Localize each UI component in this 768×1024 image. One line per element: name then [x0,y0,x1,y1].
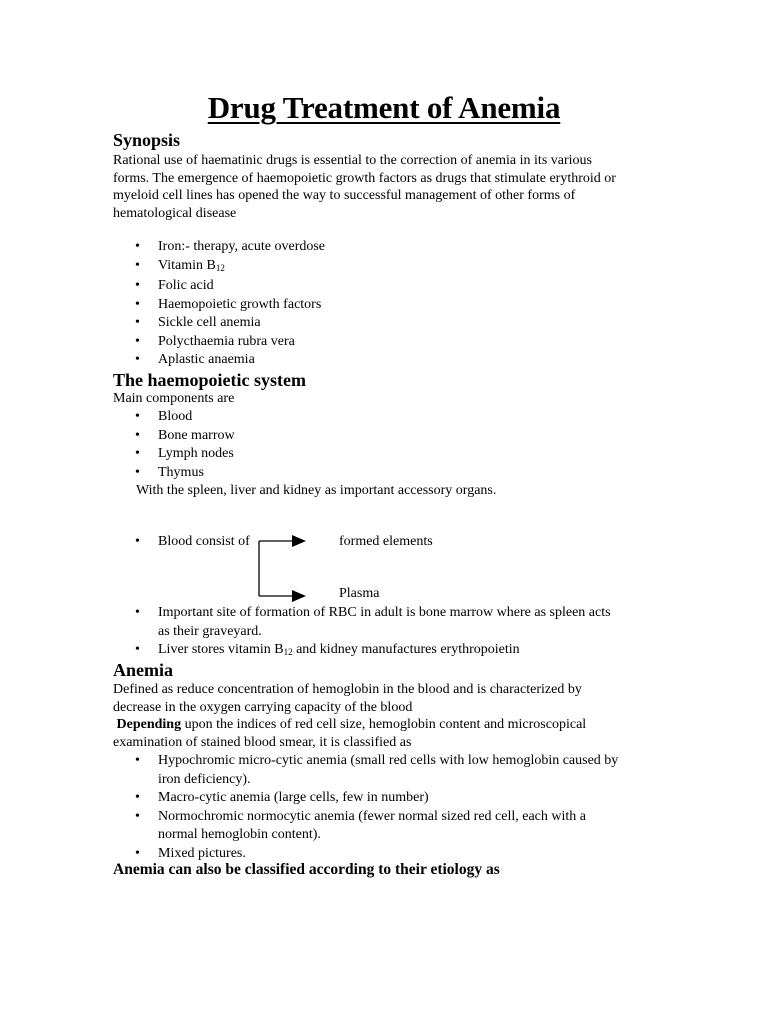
list-item: • Normochromic normocytic anemia (fewer normal sized red cell, each with a normal hemoglobin content). [135,808,586,842]
list-item: • Important site of formation of RBC in adult is bone marrow where as spleen acts as their graveyard. [135,605,611,639]
bullet-icon: • [135,257,140,273]
arrowhead-icon [292,590,306,602]
list-item: • Mixed pictures. [0,845,618,864]
list-item: • Aplastic anaemia [0,351,325,370]
components-list [0,408,235,482]
subscript: 12 [283,647,293,657]
synopsis-line: forms. The emergence of haemopoietic growth factors as drugs that stimulate erythroid or [113,170,616,186]
depending-line-2: examination of stained blood smear, it is classified as [113,734,412,750]
bullet-icon: • [135,808,140,824]
formed-elements-label: formed elements [339,534,433,549]
list-item: • Vitamin $B_{12}$ [0,257,325,278]
list-item: • Bone marrow [0,427,235,446]
blood-consist-label: Blood consist of [158,534,250,549]
anemia-definition [113,681,673,751]
list-item: • Lymph nodes [0,445,235,464]
bullet-icon: • [135,315,140,330]
depending-bold: Depending [116,717,182,732]
list-item: • Hypochromic micro-cytic anemia (small red cells with low hemoglobin caused by iron deficiency). [135,753,619,787]
bullet-icon: • [135,605,140,620]
haemopoietic-heading: The haemopoietic system [113,370,306,390]
bullet-icon: • [135,534,140,549]
subscript: 12 [215,262,225,273]
bullet-icon: • [135,278,140,293]
anemia-types-list [0,752,618,863]
bullet-icon: • [135,352,140,367]
bullet-icon: • [135,239,140,254]
bullet-icon: • [135,642,140,657]
bullet-icon: • [135,753,140,768]
list-item: • Folic acid [0,277,325,296]
list-item: • Thymus [0,464,235,483]
list-item: • Blood [0,408,235,427]
depending-line: Depending upon the indices of red cell size, hemoglobin content and microscopical [116,717,587,732]
arrowhead-icon [292,535,306,547]
etiology-heading: Anemia can also be classified according to their etiology as [113,861,500,878]
list-item: • Iron:- therapy, acute overdose [0,238,325,257]
blood-facts-list [0,604,611,662]
synopsis-heading: Synopsis [113,130,181,150]
anemia-definition-line: decrease in the oxygen carrying capacity of the blood [113,699,413,715]
list-item: • Macro-cytic anemia (large cells, few in number) [0,789,618,808]
anemia-heading: Anemia [113,660,173,680]
synopsis-list [0,238,325,370]
plasma-label: Plasma [339,586,380,601]
synopsis-line: Rational use of haematinic drugs is essential to the correction of anemia in its various [113,153,592,168]
bullet-icon: • [135,409,140,424]
synopsis-line: myeloid cell lines has opened the way to successful management of other forms of [113,188,576,203]
synopsis-paragraph [113,152,673,222]
bullet-icon: • [135,446,140,461]
list-item: • Sickle cell anemia [0,314,325,333]
bullet-icon: • [135,790,140,805]
bullet-icon: • [135,464,140,480]
synopsis-line: hematological disease [113,205,237,221]
list-item: • Liver stores vitamin $B_{12}$ and kidney manufactures erythropoietin [0,641,611,662]
components-intro: Main components are [113,391,235,406]
list-item: • Haemopoietic growth factors [0,296,325,315]
accessory-organs-text: With the spleen, liver and kidney as important accessory organs. [136,483,497,498]
arrow-to-formed-elements [259,541,293,596]
bullet-icon: • [135,333,140,349]
document-title: Drug Treatment of Anemia [207,90,561,125]
bullet-icon: • [135,427,140,443]
bullet-icon: • [135,845,140,861]
list-item: • Polycthaemia rubra vera [0,333,325,352]
anemia-definition-line: Defined as reduce concentration of hemoglobin in the blood and is characterized by [113,682,582,697]
bullet-icon: • [135,296,140,312]
